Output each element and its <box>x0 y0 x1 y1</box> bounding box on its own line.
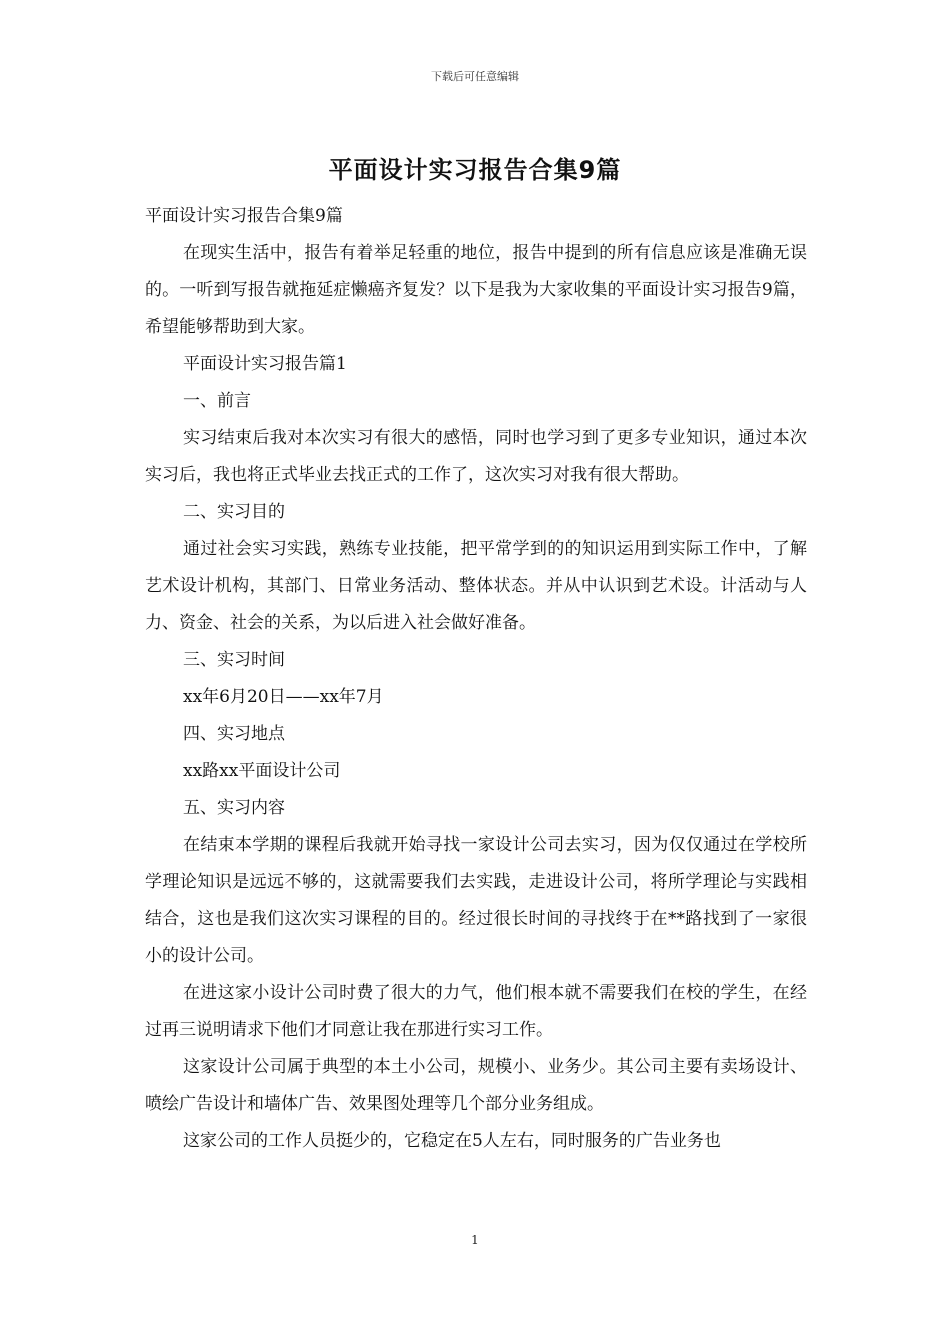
page-number: 1 <box>471 1233 479 1247</box>
section-heading-purpose: 二、实习目的 <box>183 502 285 522</box>
section-heading-time: 三、实习时间 <box>183 650 285 670</box>
section-heading-report-1: 平面设计实习报告篇1 <box>183 354 347 374</box>
section-heading-preface: 一、前言 <box>183 391 251 411</box>
paragraph-preface: 实习结束后我对本次实习有很大的感悟，同时也学习到了更多专业知识，通过本次实习后，我也将正式毕业去找正式的工作了，这次实习对我有很大帮助。 <box>145 428 807 485</box>
document-body <box>145 198 807 1160</box>
paragraph-content-3: 这家设计公司属于典型的本土小公司，规模小、业务少。其公司主要有卖场设计、喷绘广告设计和墙体广告、效果图处理等几个部分业务组成。 <box>145 1057 807 1114</box>
section-heading-content: 五、实习内容 <box>183 798 285 818</box>
paragraph-content-1: 在结束本学期的课程后我就开始寻找一家设计公司去实习，因为仅仅通过在学校所学理论知识是远远不够的，这就需要我们去实践，走进设计公司，将所学理论与实践相结合，这也是我们这次实习课程的目的。经过很长时间的寻找终于在**路找到了一家很小的设计公司。 <box>145 835 807 966</box>
paragraph-location: xx路xx平面设计公司 <box>183 761 341 781</box>
paragraph-purpose: 通过社会实习实践，熟练专业技能，把平常学到的的知识运用到实际工作中，了解艺术设计机构，其部门、日常业务活动、整体状态。并从中认识到艺术设。计活动与人力、资金、社会的关系，为以后进入社会做好准备。 <box>145 539 807 633</box>
paragraph-intro: 在现实生活中，报告有着举足轻重的地位，报告中提到的所有信息应该是准确无误的。一听到写报告就拖延症懒癌齐复发？以下是我为大家收集的平面设计实习报告9篇，希望能够帮助到大家。 <box>145 243 807 337</box>
paragraph-time: xx年6月20日——xx年7月 <box>183 687 384 707</box>
section-heading-location: 四、实习地点 <box>183 724 285 744</box>
paragraph-content-2: 在进这家小设计公司时费了很大的力气，他们根本就不需要我们在校的学生，在经过再三说明请求下他们才同意让我在那进行实习工作。 <box>145 983 807 1040</box>
document-title: 平面设计实习报告合集9篇 <box>328 156 622 184</box>
paragraph-subtitle: 平面设计实习报告合集9篇 <box>145 206 343 226</box>
paragraph-content-4: 这家公司的工作人员挺少的，它稳定在5人左右，同时服务的广告业务也 <box>183 1131 721 1151</box>
page-header-note: 下载后可任意编辑 <box>431 70 519 83</box>
